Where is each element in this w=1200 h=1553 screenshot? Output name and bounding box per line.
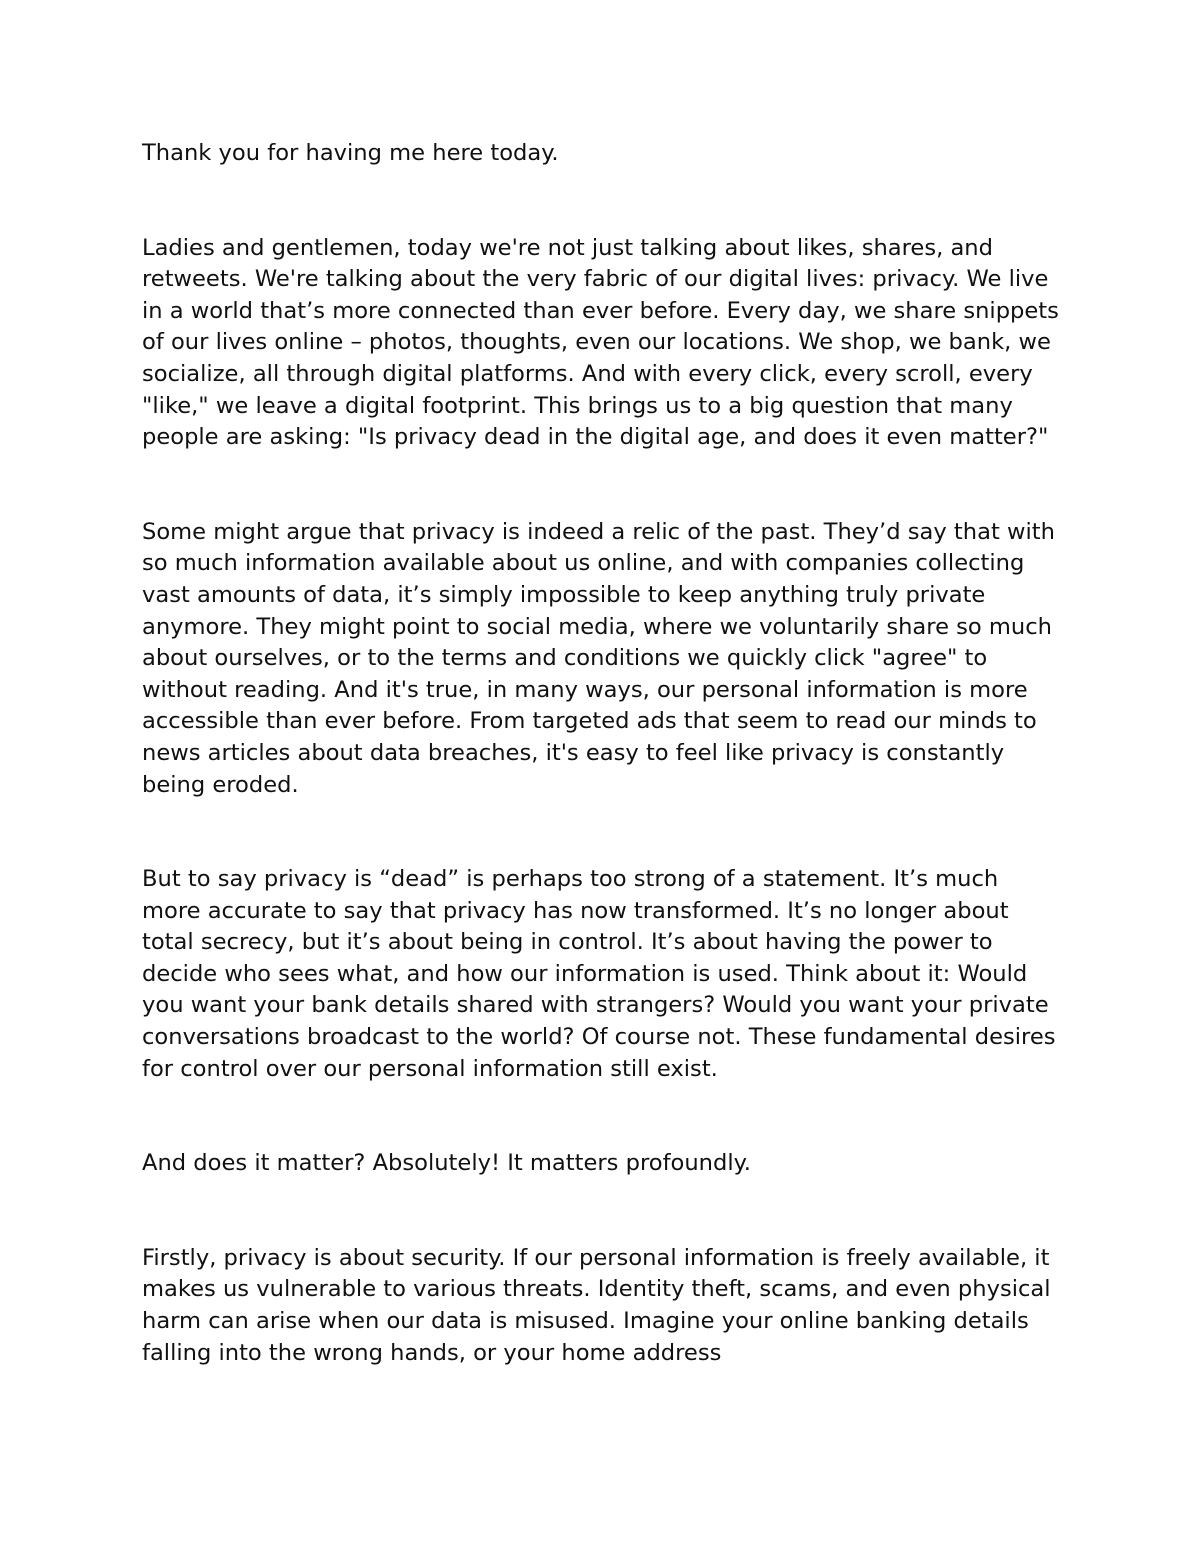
- paragraph-does-it-matter: And does it matter? Absolutely! It matters profoundly.: [142, 1150, 751, 1177]
- document-body: [142, 138, 1062, 1369]
- paragraph-transformation: But to say privacy is “dead” is perhaps too strong of a statement. It’s much more accurate to say that privacy has now transformed. It’s no longer about total secrecy, but it’s about being in control. It’s about having the power to decide who sees what, and how our information is used. Think about it: Would you want your bank details shared with strangers? Would you want your private conversations broadcast to the world? Of course not. These fundamental desires for control over our personal information still exist.: [142, 866, 1056, 1082]
- paragraph-opening: Thank you for having me here today.: [142, 140, 559, 166]
- paragraph-security: Firstly, privacy is about security. If our personal information is freely available, it makes us vulnerable to various threats. Identity theft, scams, and even physical harm can arise when our data is misused. Imagine your online banking details falling into the wrong hands, or your home address: [142, 1244, 1051, 1366]
- paragraph-introduction: Ladies and gentlemen, today we're not just talking about likes, shares, and retweets. We're talking about the very fabric of our digital lives: privacy. We live in a world that’s more connected than ever before. Every day, we share snippets of our lives online – photos, thoughts, even our locations. We shop, we bank, we socialize, all through digital platforms. And with every click, every scroll, every "like," we leave a digital footprint. This brings us to a big question that many people are asking: "Is privacy dead in the digital age, and does it even matter?": [142, 234, 1059, 451]
- paragraph-counterargument: Some might argue that privacy is indeed a relic of the past. They’d say that with so much information available about us online, and with companies collecting vast amounts of data, it’s simply impossible to keep anything truly private anymore. They might point to social media, where we voluntarily share so much about ourselves, or to the terms and conditions we quickly click "agree" to without reading. And it's true, in many ways, our personal information is more accessible than ever before. From targeted ads that seem to read our minds to news articles about data breaches, it's easy to feel like privacy is constantly being eroded.: [142, 518, 1055, 798]
